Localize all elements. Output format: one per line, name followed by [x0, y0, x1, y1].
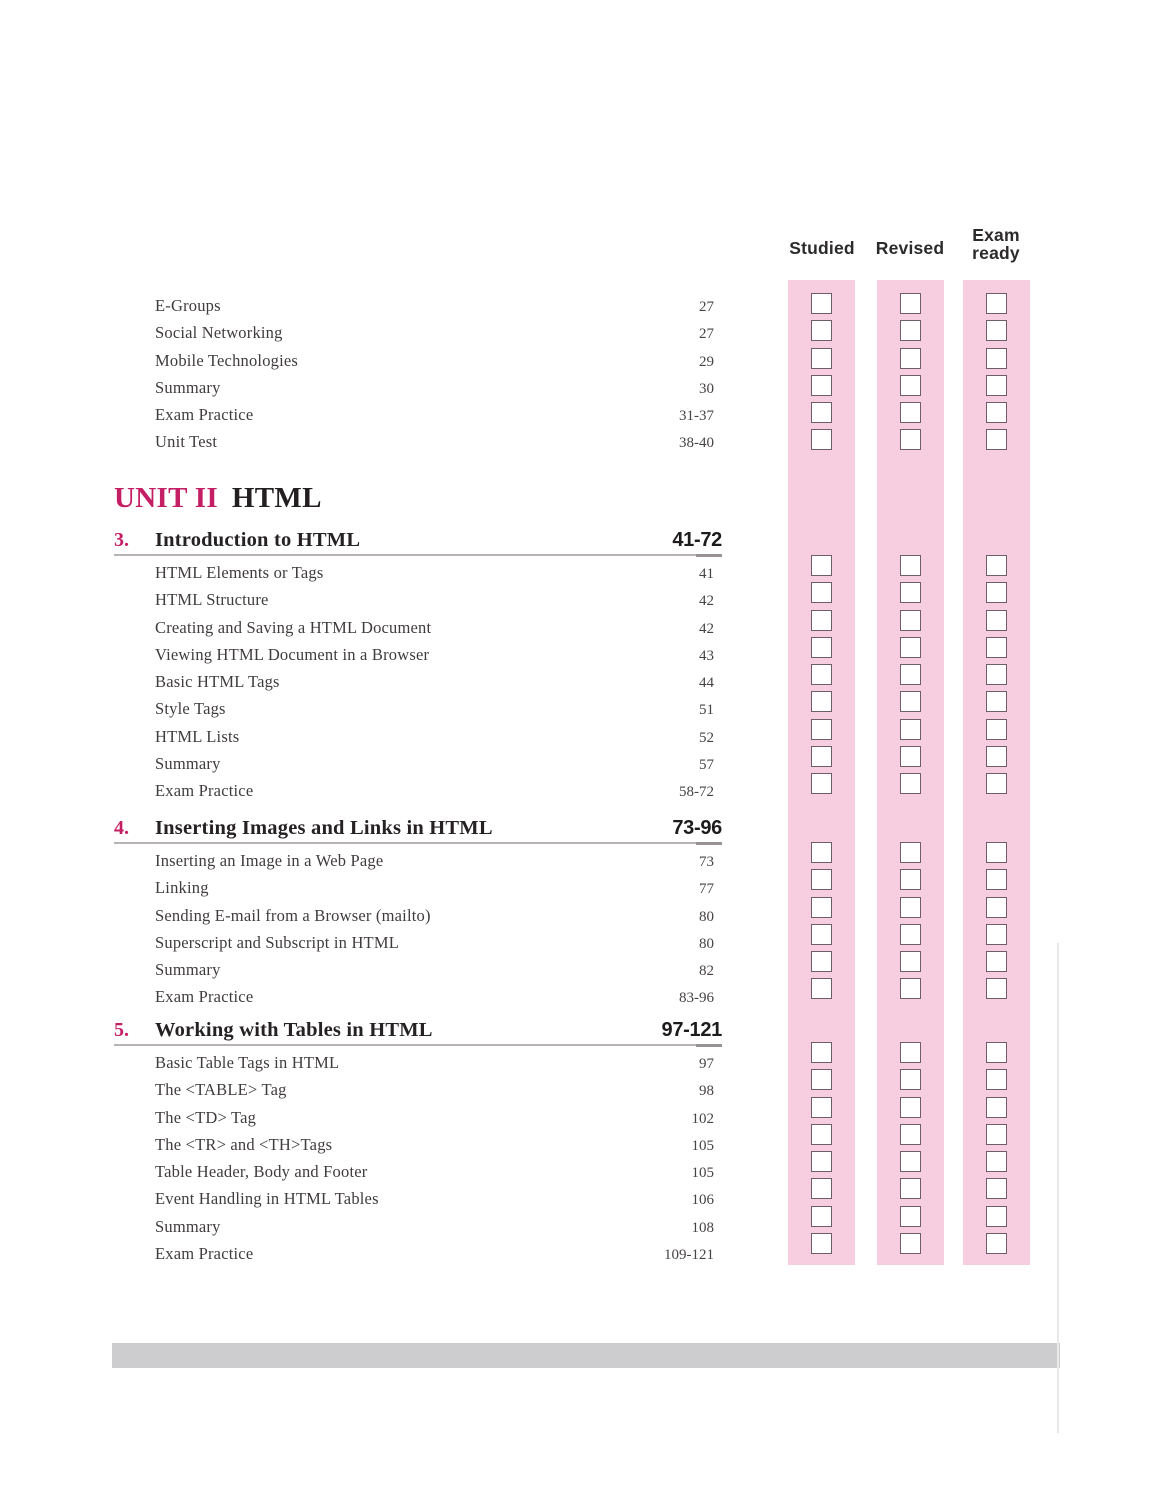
toc-item-row — [155, 723, 722, 750]
exam-ready-checkbox[interactable] — [986, 1069, 1007, 1090]
exam-ready-header-line2: ready — [972, 243, 1020, 263]
toc-item-row — [155, 347, 714, 374]
revised-checkbox[interactable] — [900, 293, 921, 314]
toc-item-row — [155, 847, 722, 874]
toc-item-row — [155, 1049, 722, 1076]
toc-item-row — [155, 1104, 722, 1131]
studied-checkbox[interactable] — [811, 320, 832, 341]
chapter-number: 3. — [114, 529, 129, 551]
toc-item-row — [155, 929, 722, 956]
studied-checkbox[interactable] — [811, 1042, 832, 1063]
toc-item-label: Exam Practice — [155, 987, 254, 1007]
checkbox-group — [788, 1042, 855, 1260]
toc-item-page: 27 — [699, 326, 714, 343]
studied-checkbox[interactable] — [811, 610, 832, 631]
studied-checkbox[interactable] — [811, 1206, 832, 1227]
revised-checkbox[interactable] — [900, 869, 921, 890]
toc-item-page: 109-121 — [664, 1247, 714, 1264]
toc-item-row — [155, 874, 722, 901]
toc-item-row — [155, 1185, 722, 1212]
toc-item-label: Summary — [155, 754, 221, 774]
toc-item-page: 105 — [691, 1137, 714, 1154]
toc-item-row — [155, 559, 722, 586]
revised-column-header: Revised — [875, 238, 945, 258]
exam-ready-header-line1: Exam — [972, 225, 1020, 245]
studied-checkbox[interactable] — [811, 951, 832, 972]
revised-checkbox[interactable] — [900, 951, 921, 972]
toc-item-page: 106 — [691, 1192, 714, 1209]
toc-item-label: Linking — [155, 878, 209, 898]
page-edge-line — [1057, 943, 1059, 1433]
exam-ready-checkbox[interactable] — [986, 746, 1007, 767]
revised-checkbox[interactable] — [900, 897, 921, 918]
exam-ready-checkbox[interactable] — [986, 1206, 1007, 1227]
toc-item-row — [155, 902, 722, 929]
studied-checkbox[interactable] — [811, 924, 832, 945]
chapter-title: Introduction to HTML — [155, 529, 361, 551]
studied-checkbox[interactable] — [811, 1178, 832, 1199]
studied-checkbox[interactable] — [811, 293, 832, 314]
toc-item-row — [155, 1240, 722, 1267]
chapter-heading — [114, 527, 722, 553]
exam-ready-checkbox[interactable] — [986, 1151, 1007, 1172]
toc-item-label: Mobile Technologies — [155, 350, 299, 370]
toc-item-page: 97 — [699, 1056, 714, 1072]
studied-checkbox[interactable] — [811, 978, 832, 999]
toc-item-page: 51 — [699, 702, 714, 719]
revised-checkbox[interactable] — [900, 978, 921, 999]
toc-item-page: 83-96 — [679, 990, 714, 1007]
revised-checkbox[interactable] — [900, 1206, 921, 1227]
checkbox-group — [788, 293, 855, 457]
toc-item-page: 38-40 — [679, 435, 714, 452]
chapter-rule — [114, 554, 722, 557]
chapter-item-list — [155, 557, 722, 805]
exam-ready-checkbox[interactable] — [986, 637, 1007, 658]
studied-checkbox[interactable] — [811, 1233, 832, 1254]
chapter-item-list — [155, 845, 722, 1011]
toc-item-page: 43 — [699, 647, 714, 664]
exam-ready-checkbox[interactable] — [986, 555, 1007, 576]
toc-item-row — [155, 983, 722, 1010]
studied-checkbox[interactable] — [811, 1097, 832, 1118]
exam-ready-checkbox[interactable] — [986, 842, 1007, 863]
exam-ready-checkbox[interactable] — [986, 664, 1007, 685]
toc-item-label: Basic HTML Tags — [155, 672, 280, 692]
exam-ready-checkbox[interactable] — [986, 897, 1007, 918]
toc-item-page: 29 — [699, 353, 714, 370]
toc-item-row — [155, 750, 722, 777]
checkbox-group — [788, 842, 855, 1006]
toc-item-label: Social Networking — [155, 323, 283, 343]
toc-intro-item-list — [155, 292, 714, 456]
studied-checkbox[interactable] — [811, 402, 832, 423]
toc-item-label: The <TR> and <TH>Tags — [155, 1134, 333, 1154]
toc-item-label: HTML Structure — [155, 590, 269, 610]
revised-checkbox[interactable] — [900, 582, 921, 603]
toc-item-page: 31-37 — [679, 408, 714, 425]
checkbox-group — [963, 555, 1030, 801]
toc-item-page: 42 — [699, 620, 714, 637]
exam-ready-checkbox[interactable] — [986, 978, 1007, 999]
toc-item-label: Summary — [155, 377, 221, 397]
toc-item-row — [155, 668, 722, 695]
checkbox-group — [963, 293, 1030, 457]
studied-checkbox[interactable] — [811, 429, 832, 450]
studied-tracker-strip — [788, 280, 855, 1265]
checkbox-group — [963, 842, 1030, 1006]
toc-item-row — [155, 428, 714, 455]
toc-item-page: 98 — [699, 1083, 714, 1100]
toc-item-row — [155, 374, 714, 401]
toc-item-page: 58-72 — [679, 784, 714, 801]
toc-item-page: 52 — [699, 729, 714, 746]
toc-item-page: 27 — [699, 299, 714, 315]
exam-ready-checkbox[interactable] — [986, 375, 1007, 396]
revised-checkbox[interactable] — [900, 348, 921, 369]
toc-item-page: 82 — [699, 963, 714, 980]
toc-item-label: The <TD> Tag — [155, 1107, 257, 1127]
toc-item-row — [155, 641, 722, 668]
revised-checkbox[interactable] — [900, 320, 921, 341]
toc-item-label: Sending E-mail from a Browser (mailto) — [155, 905, 431, 925]
chapter-number: 4. — [114, 817, 129, 839]
chapter-title: Working with Tables in HTML — [155, 1019, 433, 1041]
toc-item-row — [155, 1076, 722, 1103]
revised-checkbox[interactable] — [900, 555, 921, 576]
revised-checkbox[interactable] — [900, 746, 921, 767]
unit-title: HTML — [231, 482, 322, 514]
revised-tracker-strip — [877, 280, 944, 1265]
revised-checkbox[interactable] — [900, 691, 921, 712]
chapter-block — [114, 527, 722, 805]
chapter-rule — [114, 842, 722, 845]
exam-ready-checkbox[interactable] — [986, 402, 1007, 423]
revised-checkbox[interactable] — [900, 402, 921, 423]
chapter-number: 5. — [114, 1019, 129, 1041]
toc-item-label: Exam Practice — [155, 781, 254, 801]
toc-item-page: 77 — [699, 881, 714, 898]
chapter-page-range: 73-96 — [672, 817, 722, 839]
toc-item-label: Summary — [155, 960, 221, 980]
studied-checkbox[interactable] — [811, 869, 832, 890]
exam-ready-checkbox[interactable] — [986, 719, 1007, 740]
chapter-page-range: 41-72 — [672, 529, 722, 551]
chapter-page-range: 97-121 — [661, 1019, 722, 1041]
studied-checkbox[interactable] — [811, 842, 832, 863]
checkbox-group — [788, 555, 855, 801]
studied-column-header: Studied — [789, 238, 855, 258]
studied-checkbox[interactable] — [811, 691, 832, 712]
chapter-heading — [114, 815, 722, 841]
revised-checkbox[interactable] — [900, 664, 921, 685]
exam-ready-checkbox[interactable] — [986, 1178, 1007, 1199]
toc-item-label: HTML Lists — [155, 726, 240, 746]
chapter-heading — [114, 1017, 722, 1043]
studied-checkbox[interactable] — [811, 375, 832, 396]
revised-checkbox[interactable] — [900, 773, 921, 794]
chapter-item-list — [155, 1047, 722, 1267]
toc-item-label: Summary — [155, 1216, 221, 1236]
revised-checkbox[interactable] — [900, 1097, 921, 1118]
chapter-rule — [114, 1044, 722, 1047]
toc-item-row — [155, 695, 722, 722]
studied-checkbox[interactable] — [811, 637, 832, 658]
toc-item-label: Creating and Saving a HTML Document — [155, 617, 432, 637]
revised-checkbox[interactable] — [900, 637, 921, 658]
studied-checkbox[interactable] — [811, 1151, 832, 1172]
studied-checkbox[interactable] — [811, 897, 832, 918]
studied-checkbox[interactable] — [811, 1124, 832, 1145]
checkbox-group — [877, 293, 944, 457]
toc-item-row — [155, 956, 722, 983]
checkbox-group — [877, 842, 944, 1006]
exam-ready-checkbox[interactable] — [986, 1097, 1007, 1118]
checkbox-group — [877, 555, 944, 801]
revised-checkbox[interactable] — [900, 1178, 921, 1199]
exam-ready-checkbox[interactable] — [986, 773, 1007, 794]
toc-item-label: Basic Table Tags in HTML — [155, 1053, 340, 1072]
toc-item-page: 108 — [691, 1219, 714, 1236]
toc-item-page: 73 — [699, 854, 714, 870]
exam-ready-checkbox[interactable] — [986, 429, 1007, 450]
chapter-title: Inserting Images and Links in HTML — [155, 817, 493, 839]
toc-item-page: 42 — [699, 593, 714, 610]
toc-item-page: 44 — [699, 675, 714, 692]
exam-ready-checkbox[interactable] — [986, 582, 1007, 603]
studied-checkbox[interactable] — [811, 746, 832, 767]
studied-checkbox[interactable] — [811, 555, 832, 576]
checkbox-group — [877, 1042, 944, 1260]
toc-item-page: 80 — [699, 935, 714, 952]
exam-ready-checkbox[interactable] — [986, 1124, 1007, 1145]
toc-item-label: Exam Practice — [155, 1244, 254, 1264]
exam-ready-column-header — [951, 226, 1041, 262]
toc-item-label: Table Header, Body and Footer — [155, 1162, 368, 1182]
toc-item-label: E-Groups — [155, 296, 221, 315]
toc-item-label: Exam Practice — [155, 405, 254, 425]
toc-item-label: Event Handling in HTML Tables — [155, 1189, 379, 1209]
toc-item-page: 105 — [691, 1165, 714, 1182]
revised-checkbox[interactable] — [900, 429, 921, 450]
toc-item-row — [155, 777, 722, 804]
studied-checkbox[interactable] — [811, 348, 832, 369]
revised-checkbox[interactable] — [900, 375, 921, 396]
checkbox-group — [963, 1042, 1030, 1260]
studied-checkbox[interactable] — [811, 664, 832, 685]
unit-heading — [114, 482, 322, 515]
exam-ready-checkbox[interactable] — [986, 293, 1007, 314]
toc-item-row — [155, 614, 722, 641]
toc-item-page: 30 — [699, 380, 714, 397]
toc-item-row — [155, 319, 714, 346]
exam-ready-checkbox[interactable] — [986, 1233, 1007, 1254]
studied-checkbox[interactable] — [811, 582, 832, 603]
chapter-rule-accent — [696, 842, 722, 845]
exam-ready-checkbox[interactable] — [986, 610, 1007, 631]
exam-ready-checkbox[interactable] — [986, 320, 1007, 341]
revised-checkbox[interactable] — [900, 924, 921, 945]
toc-item-label: Inserting an Image in a Web Page — [155, 851, 384, 870]
exam-ready-checkbox[interactable] — [986, 691, 1007, 712]
revised-checkbox[interactable] — [900, 1042, 921, 1063]
toc-item-page: 102 — [691, 1110, 714, 1127]
exam-ready-checkbox[interactable] — [986, 348, 1007, 369]
toc-item-label: Unit Test — [155, 432, 218, 452]
toc-item-label: Superscript and Subscript in HTML — [155, 932, 399, 952]
toc-item-page: 57 — [699, 757, 714, 774]
revised-checkbox[interactable] — [900, 610, 921, 631]
revised-checkbox[interactable] — [900, 1069, 921, 1090]
revised-checkbox[interactable] — [900, 1124, 921, 1145]
toc-item-label: Viewing HTML Document in a Browser — [155, 644, 430, 664]
chapter-rule-accent — [696, 1044, 722, 1047]
toc-item-row — [155, 1213, 722, 1240]
toc-item-label: Style Tags — [155, 699, 226, 719]
footer-bar — [112, 1343, 1060, 1368]
revised-checkbox[interactable] — [900, 842, 921, 863]
toc-item-label: The <TABLE> Tag — [155, 1080, 287, 1100]
exam-ready-tracker-strip — [963, 280, 1030, 1265]
toc-item-label: HTML Elements or Tags — [155, 563, 324, 582]
studied-checkbox[interactable] — [811, 719, 832, 740]
studied-checkbox[interactable] — [811, 1069, 832, 1090]
revised-checkbox[interactable] — [900, 1233, 921, 1254]
exam-ready-checkbox[interactable] — [986, 951, 1007, 972]
toc-item-page: 41 — [699, 566, 714, 582]
chapter-rule-accent — [696, 554, 722, 557]
exam-ready-checkbox[interactable] — [986, 924, 1007, 945]
revised-checkbox[interactable] — [900, 719, 921, 740]
toc-item-row — [155, 1131, 722, 1158]
exam-ready-checkbox[interactable] — [986, 869, 1007, 890]
toc-item-row — [155, 401, 714, 428]
exam-ready-checkbox[interactable] — [986, 1042, 1007, 1063]
toc-item-row — [155, 586, 722, 613]
revised-checkbox[interactable] — [900, 1151, 921, 1172]
chapter-block — [114, 815, 722, 1011]
toc-item-row — [155, 292, 714, 319]
studied-checkbox[interactable] — [811, 773, 832, 794]
toc-item-row — [155, 1158, 722, 1185]
toc-item-page: 80 — [699, 908, 714, 925]
chapter-block — [114, 1017, 722, 1267]
unit-number: UNIT II — [114, 482, 218, 514]
